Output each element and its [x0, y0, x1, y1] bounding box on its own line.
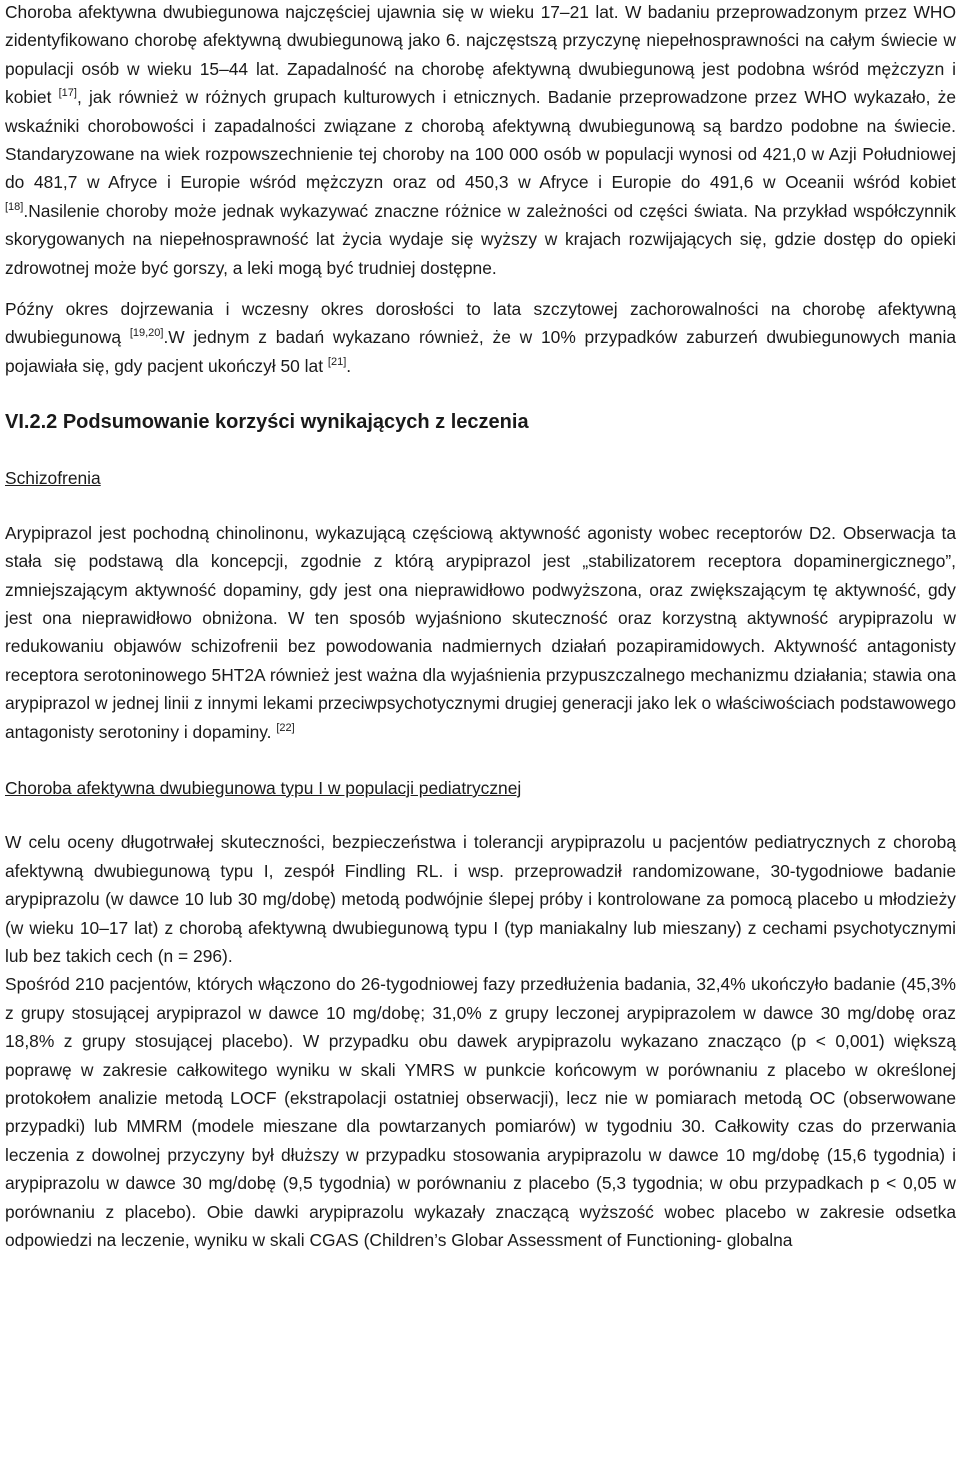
citation-19-20: [19,20]: [129, 327, 164, 340]
citation-21: [21]: [327, 355, 347, 368]
paragraph-aripiprazole-mechanism: [5, 519, 956, 746]
paragraph-text: .: [346, 355, 352, 376]
subheading-schizophrenia: Schizofrenia: [5, 468, 101, 489]
paragraph-text: Arypiprazol jest pochodną chinolinonu, wykazującą częściową aktywność agonisty wobec receptorów D2. Obserwacja ta stała się podstawą dla koncepcji, zgodnie z którą arypiprazol jest „stabilizatorem receptora dopaminergicznego”, zmniejszającym aktywność dopaminy, gdy jest ona nieprawidłowo podwyższona, oraz zwiększającym tę aktywność, gdy jest ona nieprawidłowo obniżona. W ten sposób wyjaśniono skuteczność oraz korzystną aktywność arypiprazolu w redukowaniu objawów schizofrenii bez powodowania nadmiernych działań pozapiramidowych. Aktywność antagonisty receptora serotoninowego 5HT2A również jest ważna dla wyjaśnienia przypuszczalnego mechanizmu działania; stawia ona arypiprazol w jednej linii z innymi lekami przeciwpsychotycznymi drugiej generacji jako lek o właściwościach podstawowego antagonisty serotoniny i dopaminy.: [5, 522, 956, 742]
citation-18: [18]: [5, 200, 24, 213]
citation-17: [17]: [58, 87, 77, 100]
paragraph-onset-age: [5, 295, 956, 380]
paragraph-pediatric-study: W celu oceny długotrwałej skuteczności, bezpieczeństwa i tolerancji arypiprazolu u pacjentów pediatrycznych z chorobą afektywną dwubiegunową typu I, zespół Findling RL. i wsp. przeprowadził randomizowane, 30-tygodniowe badanie arypiprazolu (w dawce 10 lub 30 mg/dobę) metodą podwójnie ślepej próby i kontrolowane za pomocą placebo u młodzieży (w wieku 10–17 lat) z chorobą afektywną dwubiegunową typu I (typ maniakalny lub mieszany) z cechami psychotycznymi lub bez takich cech (n = 296).: [5, 832, 956, 966]
paragraph-text: .Nasilenie choroby może jednak wykazywać znaczne różnice w zależności od części świata. Na przykład współczynnik skorygowanych na niepełnosprawność lat życia wydaje się wyższy w krajach rozwijających się, gdzie dostęp do opieki zdrowotnej może być gorszy, a leki mogą być trudniej dostępne.: [5, 200, 956, 278]
paragraph-text: .W jednym z badań wykazano również, że w 10% przypadków zaburzeń dwubiegunowych mania pojawiała się, gdy pacjent ukończył 50 lat: [5, 327, 956, 376]
subheading-pediatric-bipolar: Choroba afektywna dwubiegunowa typu I w populacji pediatrycznej: [5, 777, 522, 798]
citation-22: [22]: [276, 721, 295, 734]
paragraph-bipolar-epidemiology: [5, 0, 956, 282]
section-heading: VI.2.2 Podsumowanie korzyści wynikających z leczenia: [5, 411, 529, 434]
paragraph-text: Choroba afektywna dwubiegunowa najczęściej ujawnia się w wieku 17–21 lat. W badaniu przeprowadzonym przez WHO zidentyfikowano chorobę afektywną dwubiegunową jako 6. najczęstszą przyczynę niepełnosprawności na całym świecie w populacji osób w wieku 15–44 lat. Zapadalność na chorobę afektywną dwubiegunową jest podobna wśród mężczyzn i kobiet: [5, 2, 956, 108]
paragraph-study-results: Spośród 210 pacjentów, których włączono do 26-tygodniowej fazy przedłużenia badania, 32,4% ukończyło badanie (45,3% z grupy stosującej arypiprazol w dawce 10 mg/dobę; 31,0% z grupy leczonej arypiprazolem w dawce 30 mg/dobę oraz 18,8% z grupy stosującej placebo). W przypadku obu dawek arypiprazolu wykazano znacząco (p < 0,001) większą poprawę w zakresie całkowitego wyniku w skali YMRS w punkcie końcowym w porównaniu z placebo w określonej protokołem analizie metodą LOCF (ekstrapolacji ostatniej obserwacji), lecz nie w pomiarach metodą OC (obserwowane przypadki) lub MMRM (modele mieszane dla powtarzanych pomiarów) w tygodniu 30. Całkowity czas do przerwania leczenia z dowolnej przyczyny był dłuższy w przypadku stosowania arypiprazolu w dawce 10 mg/dobę (15,6 tygodnia) i arypiprazolu w dawce 30 mg/dobę (9,5 tygodnia) w porównaniu z placebo (5,3 tygodnia; w obu przypadkach p < 0,05 w porównaniu z placebo). Obie dawki arypiprazolu wykazały znaczącą wyższość wobec placebo w zakresie odsetka odpowiedzi na leczenie, wyniku w skali CGAS (Children’s Globar Assessment of Functioning- globalna: [5, 974, 956, 1251]
paragraph-text: , jak również w różnych grupach kulturowych i etnicznych. Badanie przeprowadzone przez WHO wykazało, że wskaźniki chorobowości i zapadalności związane z chorobą afektywną dwubiegunową są bardzo podobne na świecie. Standaryzowane na wiek rozpowszechnienie tej choroby na 100 000 osób w populacji wynosi od 421,0 w Azji Południowej do 481,7 w Afryce i Europie wśród mężczyzn oraz od 450,3 w Afryce i Europie do 491,6 w Oceanii wśród kobiet: [5, 87, 956, 193]
paragraph-text: Późny okres dojrzewania i wczesny okres dorosłości to lata szczytowej zachorowalności na chorobę afektywną dwubiegunową: [5, 299, 956, 348]
